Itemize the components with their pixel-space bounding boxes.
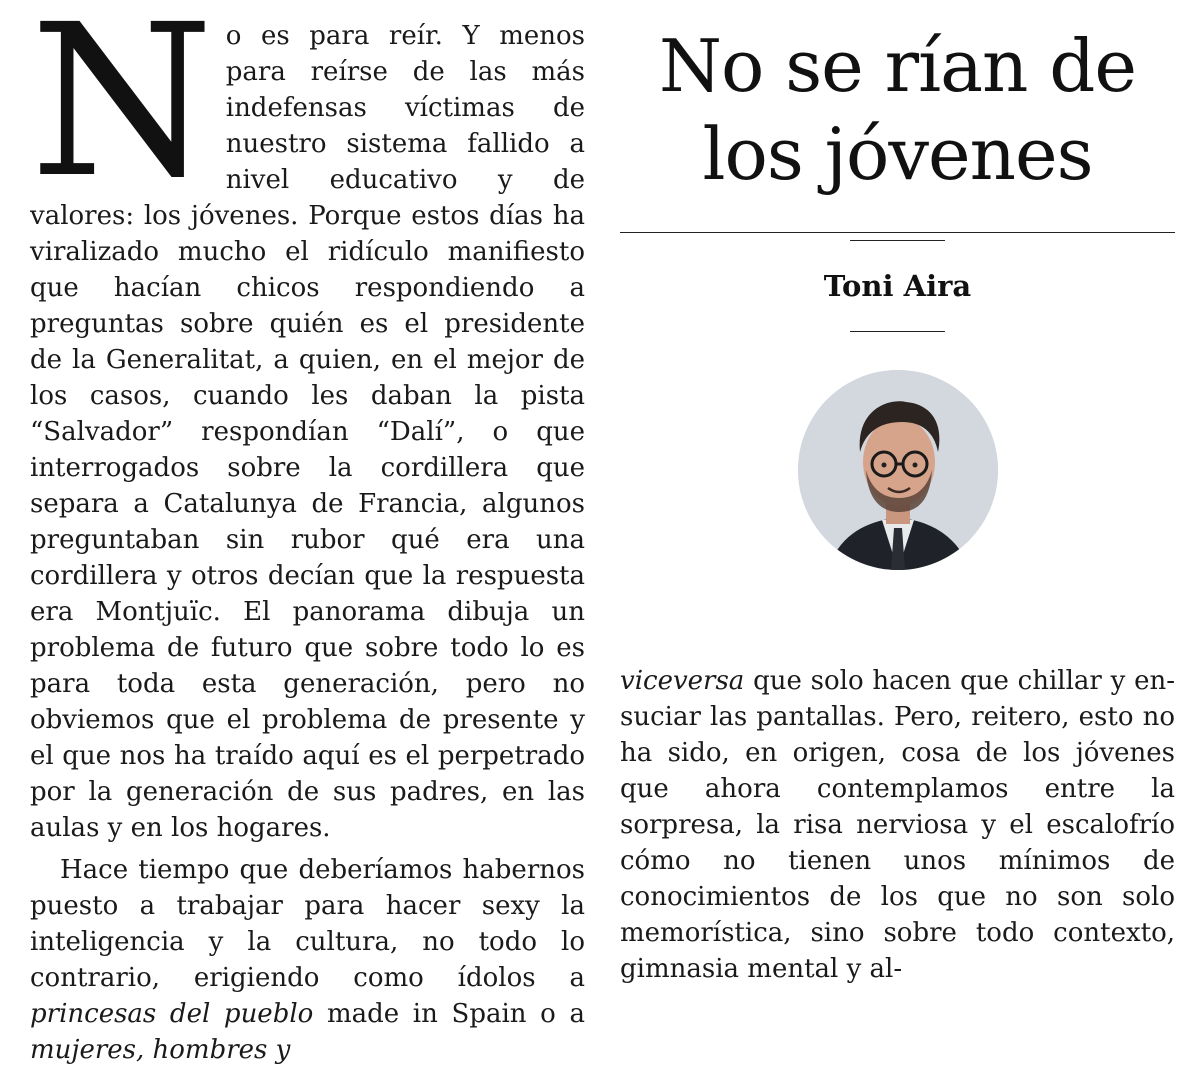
author-byline: Toni Aira [823, 269, 972, 303]
headline-line-1: No se rían de [658, 24, 1136, 108]
paragraph-1-text: o es para reír. Y menos para reírse de las más indefensas víctimas de nuestro sistema fallido a nivel educativo y de valores: los jóvenes. Porque estos días ha viralizado mucho el ridículo manifiesto que hacían chicos respondiendo a preguntas sobre quién es el presidente de la Generalitat, a quien, en el mejor de los casos, cuando les daban la pista “Salvador” respondían “Dalí”, o que interrogados sobre la cordillera que separa a Catalunya de Francia, algunos preguntaban sin rubor qué era una cordillera y otros decían que la respuesta era Montjuïc. El panorama dibuja un problema de futuro que sobre todo lo es para toda esta generación, pero no obviemos que el problema de presente y el que nos ha traído aquí es el perpetrado por la generación de sus padres, en las aulas y en los hogares. [30, 21, 585, 843]
author-portrait-photo [798, 370, 998, 570]
paragraph-2-italic-2: mujeres, hombres y [30, 1035, 291, 1065]
paragraph-2-text-b: made in Spain o a [313, 999, 585, 1029]
paragraph-3-text: que solo hacen que chillar y ensuciar las pantallas. Pero, reitero, esto no ha sido, en origen, cosa de los jóvenes que ahora contemplamos entre la sorpresa, la risa nerviosa y el escalofrío cómo no tienen unos mínimos de conocimientos de los que no son solo memorística, sino sobre todo contexto, gimnasia mental y al- [620, 666, 1175, 984]
byline-bottom-rule [850, 331, 945, 332]
headline-line-2: los jóvenes [702, 112, 1093, 196]
article-left-column [30, 0, 585, 1068]
article-headline [620, 22, 1175, 198]
paragraph-3-italic: viceversa [620, 666, 745, 696]
article-right-body [620, 663, 1175, 987]
paragraph-2-italic-1: princesas del pueblo [30, 999, 314, 1029]
article-paragraph-3 [620, 663, 1175, 987]
drop-cap: N [30, 0, 214, 224]
byline-top-rule [850, 240, 945, 241]
article-header-column [620, 0, 1175, 570]
headline-divider [620, 232, 1175, 233]
portrait-illustration [798, 370, 998, 570]
article-paragraph-2 [30, 852, 585, 1068]
paragraph-2-text-a: Hace tiempo que deberíamos habernos puesto a trabajar para hacer sexy la inteligencia y la cultura, no todo lo contrario, erigiendo como ídolos a [30, 855, 585, 993]
